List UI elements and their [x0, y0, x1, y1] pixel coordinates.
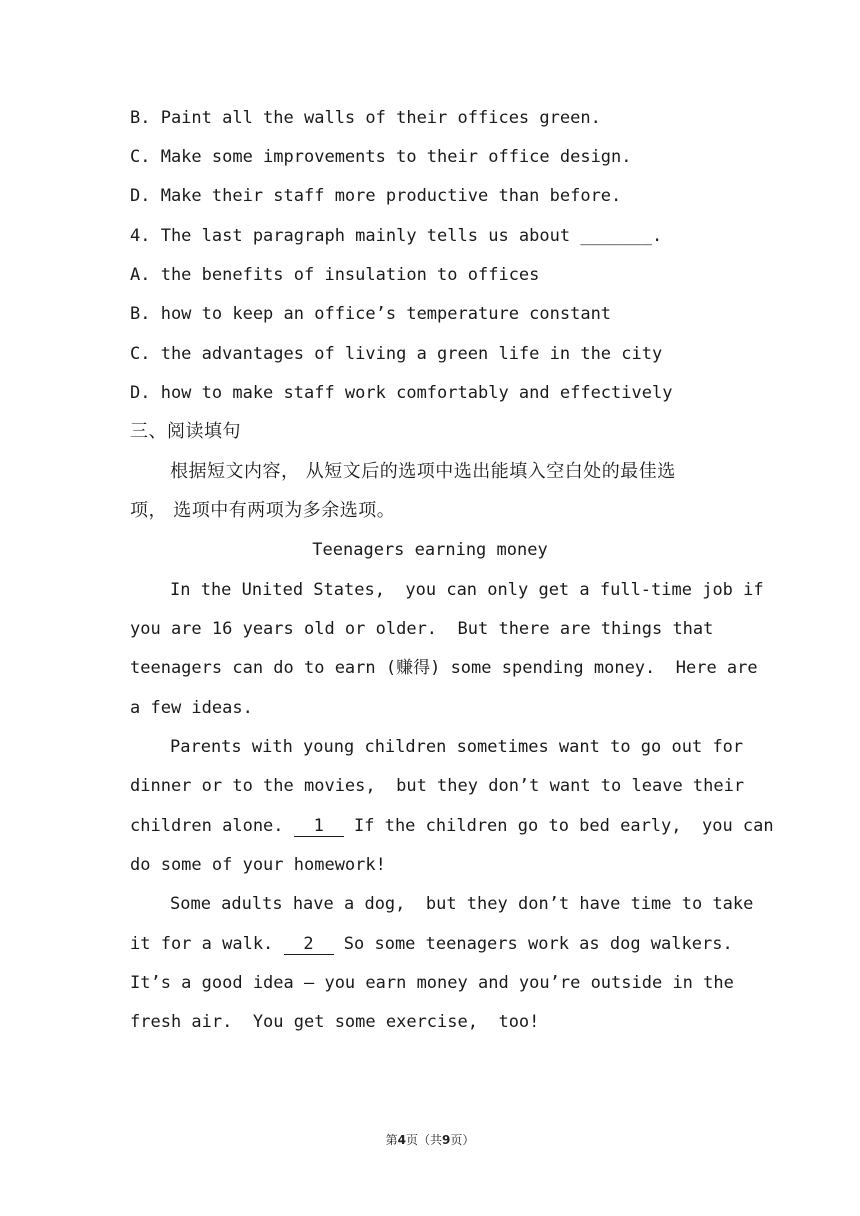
footer-middle: 页（共 — [405, 1133, 442, 1147]
passage-p1-line3: teenagers can do to earn (赚得) some spending money. Here are — [130, 658, 758, 678]
q3-option-d: D. Make their staff more productive than before. — [130, 186, 622, 206]
section-heading: 三、阅读填句 — [130, 421, 241, 442]
passage-p2-line3 — [130, 814, 774, 838]
answer-blank-2: 2 — [284, 934, 334, 955]
page-footer — [0, 1131, 860, 1148]
q4-option-d: D. how to make staff work comfortably and effectively — [130, 383, 673, 403]
q3-option-b: B. Paint all the walls of their offices green. — [130, 108, 601, 128]
answer-blank-1: 1 — [294, 816, 344, 837]
q4-stem: 4. The last paragraph mainly tells us about _______. — [130, 226, 663, 246]
passage-p3-line3: It’s a good idea — you earn money and you’re outside in the — [130, 973, 734, 993]
section-instruction-line1: 根据短文内容， 从短文后的选项中选出能填入空白处的最佳选 — [170, 461, 676, 482]
q4-option-b: B. how to keep an office’s temperature constant — [130, 304, 612, 324]
passage-p3-line1: Some adults have a dog, but they don’t have time to take — [170, 894, 754, 914]
passage-p3-line4: fresh air. You get some exercise, too! — [130, 1012, 540, 1032]
passage-title: Teenagers earning money — [312, 540, 548, 560]
footer-total-pages: 9 — [442, 1133, 451, 1147]
footer-prefix: 第 — [385, 1133, 398, 1147]
passage-p1-line1: In the United States, you can only get a full-time job if — [170, 580, 764, 600]
footer-page-number: 4 — [397, 1133, 406, 1147]
q3-option-c: C. Make some improvements to their office design. — [130, 147, 632, 167]
passage-p2-line4: do some of your homework! — [130, 855, 386, 875]
text-run: children alone. — [130, 816, 294, 836]
q4-option-a: A. the benefits of insulation to offices — [130, 265, 540, 285]
passage-p2-line2: dinner or to the movies, but they don’t want to leave their — [130, 776, 745, 796]
section-instruction-line2: 项， 选项中有两项为多余选项。 — [130, 500, 396, 521]
text-run: it for a walk. — [130, 934, 284, 954]
passage-p1-line2: you are 16 years old or older. But there are things that — [130, 619, 714, 639]
text-run: If the children go to bed early, you can — [343, 816, 774, 836]
text-run: So some teenagers work as dog walkers. — [333, 934, 733, 954]
passage-p3-line2 — [130, 932, 733, 956]
q4-option-c: C. the advantages of living a green life in the city — [130, 344, 663, 364]
footer-suffix: 页） — [450, 1133, 475, 1147]
passage-p1-line4: a few ideas. — [130, 698, 253, 718]
passage-p2-line1: Parents with young children sometimes want to go out for — [170, 737, 744, 757]
